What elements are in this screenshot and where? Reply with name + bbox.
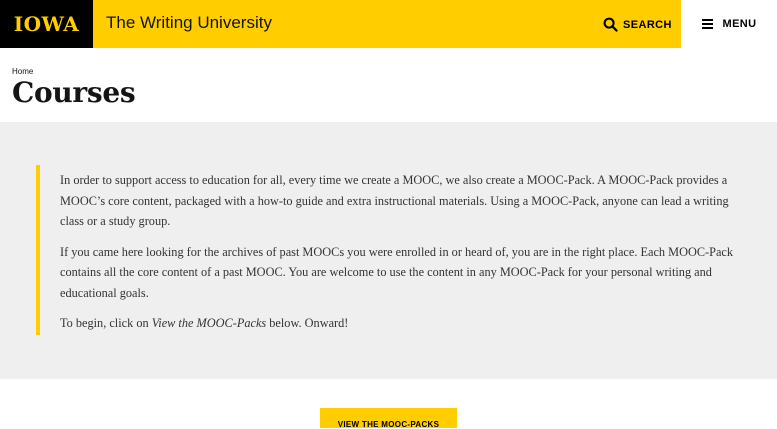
intro-paragraph-2: If you came here looking for the archives of past MOOCs you were enrolled in or heard of, you are in the right place. Each MOOC-Pack contains all the core content of a past MOOC. You are welcome to use the content in any MOOC-Pack for your personal writing and educational goals. [60,244,734,300]
intro-section [0,122,777,379]
intro-blockquote [36,165,736,335]
intro-p3-text: To begin, click on [60,316,152,330]
site-title-link[interactable]: The Writing University [106,13,272,32]
intro-paragraph-1: In order to support access to education for all, every time we create a MOOC, we also create a MOOC-Pack. A MOOC-Pack provides a MOOC’s core content, packaged with a how-to guide and extra instructional materials. Using a MOOC-Pack, anyone can lead a writing class or a study group. [60,173,729,228]
menu-label: MENU [722,18,757,30]
intro-p3-tail: below. Onward! [266,316,349,330]
view-mooc-packs-button[interactable]: VIEW THE MOOC-PACKS [320,408,457,428]
menu-button[interactable] [681,0,777,48]
search-icon [603,17,618,32]
intro-paragraph-3 [60,313,736,334]
site-header [0,0,777,48]
breadcrumb-home[interactable]: Home [12,67,34,76]
hamburger-icon [702,19,713,29]
logo-text: IOWA [13,12,80,36]
search-label: SEARCH [623,18,672,31]
search-button[interactable] [603,17,672,32]
intro-p3-emphasis: View the MOOC-Packs [151,316,267,330]
page-title: Courses [12,76,136,109]
iowa-logo[interactable] [0,0,93,48]
